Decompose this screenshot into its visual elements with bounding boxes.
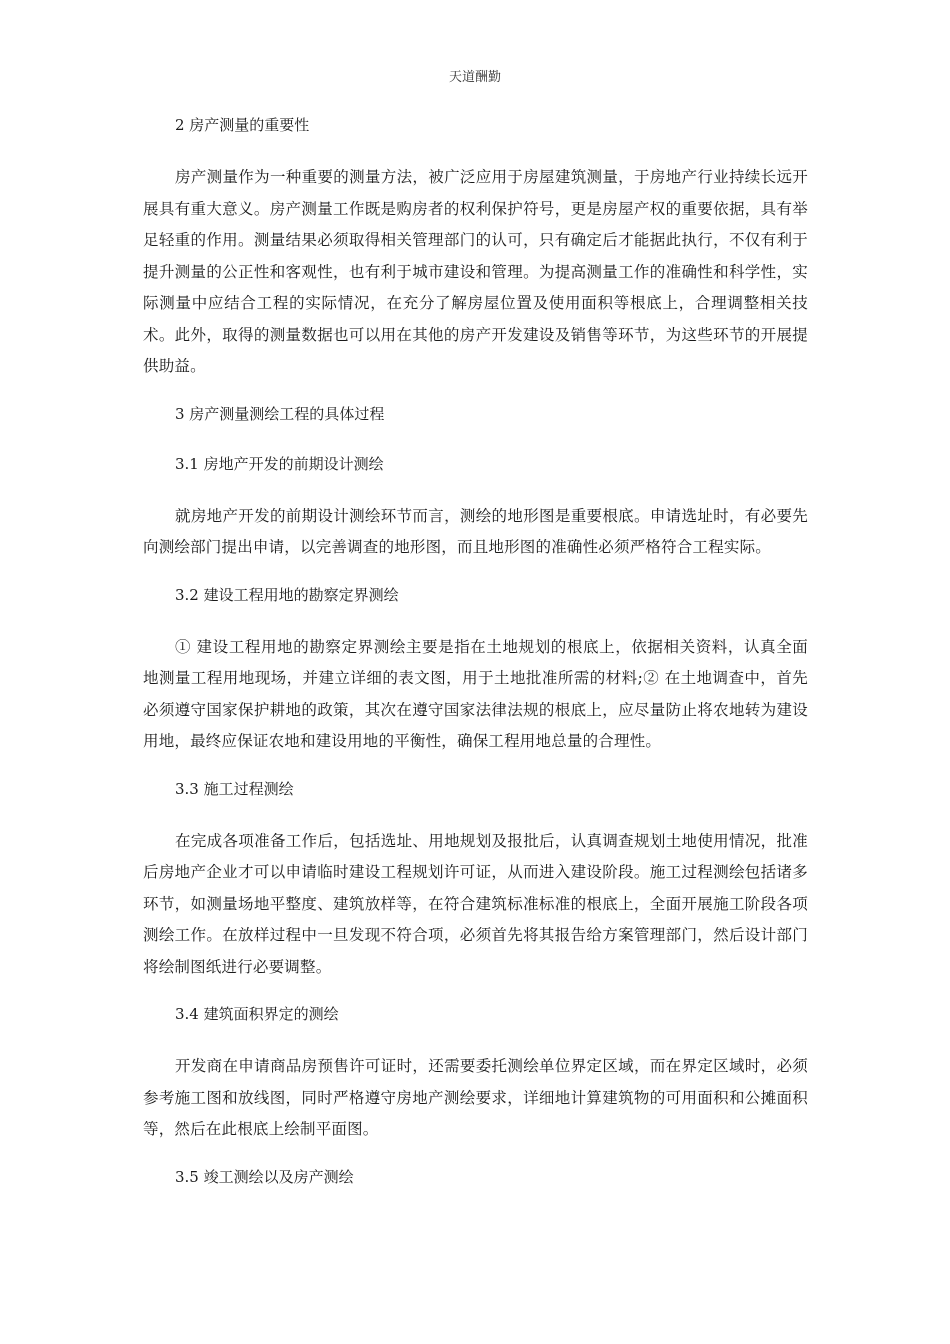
section-heading: 3 房产测量测绘工程的具体过程 — [175, 404, 385, 423]
subsection-heading: 3.3 施工过程测绘 — [175, 779, 294, 798]
subsection-heading: 3.2 建设工程用地的勘察定界测绘 — [175, 585, 399, 604]
paragraph: 房产测量作为一种重要的测量方法，被广泛应用于房屋建筑测量，于房地产行业持续长远开展具有重大意义。房产测量工作既是购房者的权利保护符号，更是房屋产权的重要依据，具有举足轻重的作用。测量结果必须取得相关管理部门的认可，只有确定后才能据此执行，不仅有利于提升测量的公正性和客观性，也有利于城市建设和管理。为提高测量工作的准确性和科学性，实际测量中应结合工程的实际情况，在充分了解房屋位置及使用面积等根底上，合理调整相关技术。此外，取得的测量数据也可以用在其他的房产开发建设及销售等环节，为这些环节的开展提供助益。 — [143, 168, 808, 375]
subsection-heading: 3.4 建筑面积界定的测绘 — [175, 1005, 339, 1023]
subsection-heading: 3.5 竣工测绘以及房产测绘 — [175, 1167, 354, 1186]
document-body — [143, 112, 808, 1214]
page-header: 天道酬勤 — [448, 70, 501, 85]
paragraph: ① 建设工程用地的勘察定界测绘主要是指在土地规划的根底上，依据相关资料，认真全面地测量工程用地现场，并建立详细的表文图，用于土地批准所需的材料;② 在土地调查中，首先必须遵守国家保护耕地的政策，其次在遵守国家法律法规的根底上，应尽量防止将农地转为建设用地，最终应保证农地和建设用地的平衡性，确保工程用地总量的合理性。 — [143, 637, 808, 750]
paragraph: 在完成各项准备工作后，包括选址、用地规划及报批后，认真调查规划土地使用情况，批准后房地产企业才可以申请临时建设工程规划许可证，从而进入建设阶段。施工过程测绘包括诸多环节，如测量场地平整度、建筑放样等，在符合建筑标准标准的根底上，全面开展施工阶段各项测绘工作。在放样过程中一旦发现不符合项，必须首先将其报告给方案管理部门，然后设计部门将绘制图纸进行必要调整。 — [143, 831, 808, 976]
paragraph: 就房地产开发的前期设计测绘环节而言，测绘的地形图是重要根底。申请选址时，有必要先向测绘部门提出申请，以完善调查的地形图，而且地形图的准确性必须严格符合工程实际。 — [143, 506, 808, 556]
section-heading: 2 房产测量的重要性 — [175, 116, 310, 134]
subsection-heading: 3.1 房地产开发的前期设计测绘 — [175, 454, 384, 473]
paragraph: 开发商在申请商品房预售许可证时，还需要委托测绘单位界定区域，而在界定区域时，必须参考施工图和放线图，同时严格遵守房地产测绘要求，详细地计算建筑物的可用面积和公摊面积等，然后在此根底上绘制平面图。 — [143, 1057, 808, 1138]
